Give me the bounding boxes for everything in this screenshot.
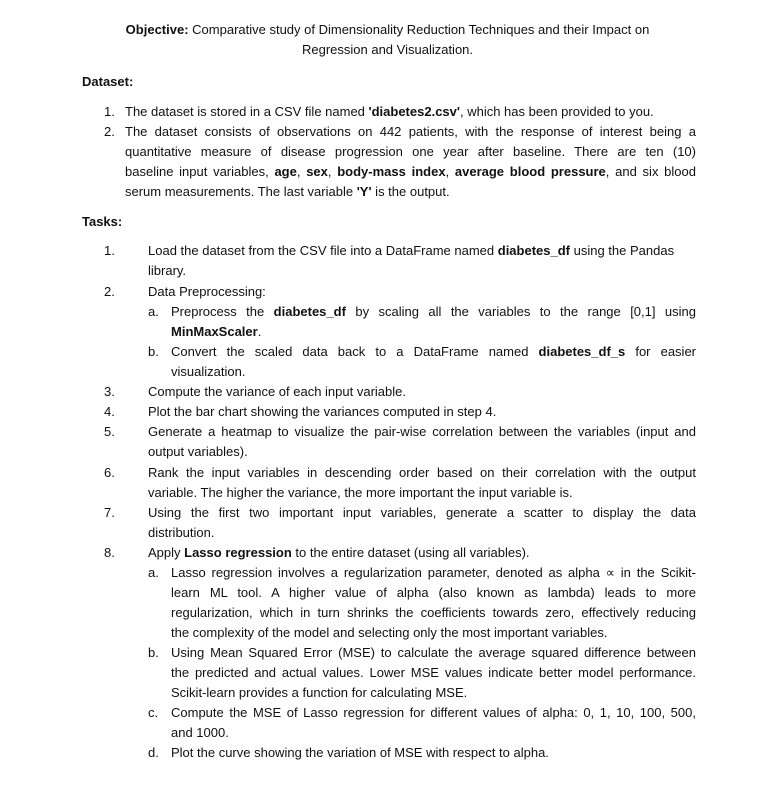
task-8a-line-1: Lasso regression involves a regularization parameter, denoted as alpha ∝ in the Scikit- (171, 565, 696, 580)
dataset-item-2-line-3: baseline input variables, age, sex, body-mass index, average blood pressure, and six blood (125, 164, 696, 179)
task-8c-line-1: Compute the MSE of Lasso regression for different values of alpha: 0, 1, 10, 100, 500, (171, 705, 696, 720)
task-7-number: 7. (104, 505, 115, 520)
task-2a-line-2: MinMaxScaler. (171, 324, 262, 339)
dataset-item-2-line-1: The dataset consists of observations on 442 patients, with the response of interest being a (125, 124, 696, 139)
task-1-number: 1. (104, 243, 115, 258)
task-8b-line-1: Using Mean Squared Error (MSE) to calculate the average squared difference between (171, 645, 696, 660)
task-1-line-2: library. (148, 263, 187, 278)
task-4-line-1: Plot the bar chart showing the variances computed in step 4. (148, 404, 497, 419)
task-8-number: 8. (104, 545, 115, 560)
task-4-number: 4. (104, 404, 115, 419)
task-2b-line-2: visualization. (171, 364, 246, 379)
dataset-item-1-number: 1. (104, 104, 115, 119)
task-5-number: 5. (104, 424, 115, 439)
task-8b-line-3: Scikit-learn provides a function for calculating MSE. (171, 685, 468, 700)
task-3-line-1: Compute the variance of each input variable. (148, 384, 406, 399)
task-8a-line-3: regularization, which in turn shrinks the coefficients towards zero, effectively reducing (171, 605, 696, 620)
task-8a-letter: a. (148, 565, 159, 580)
dataset-item-2-number: 2. (104, 124, 115, 139)
task-2a-letter: a. (148, 304, 159, 319)
task-6-line-2: variable. The higher the variance, the more important the input variable is. (148, 485, 573, 500)
objective-line-1 (0, 22, 775, 37)
task-8c-line-2: and 1000. (171, 725, 229, 740)
task-2b-line-1: Convert the scaled data back to a DataFrame named diabetes_df_s for easier (171, 344, 696, 359)
task-8b-line-2: the predicted and actual values. Lower MSE values indicate better model performance. (171, 665, 696, 680)
task-8a-line-2: learn ML tool. A higher value of alpha (also known as lambda) leads to more (171, 585, 696, 600)
task-6-number: 6. (104, 465, 115, 480)
task-8d-letter: d. (148, 745, 159, 760)
task-6-line-1: Rank the input variables in descending order based on their correlation with the output (148, 465, 696, 480)
task-3-number: 3. (104, 384, 115, 399)
task-1-line-1: Load the dataset from the CSV file into a DataFrame named diabetes_df using the Pandas (148, 243, 675, 258)
task-2a-line-1: Preprocess the diabetes_df by scaling all the variables to the range [0,1] using (171, 304, 696, 319)
dataset-heading: Dataset: (82, 74, 134, 89)
task-7-line-1: Using the first two important input variables, generate a scatter to display the data (148, 505, 696, 520)
task-5-line-2: output variables). (148, 444, 248, 459)
task-2-number: 2. (104, 284, 115, 299)
task-2b-letter: b. (148, 344, 159, 359)
task-2-line-1: Data Preprocessing: (148, 284, 266, 299)
objective-text-1: Comparative study of Dimensionality Reduction Techniques and their Impact on (192, 22, 650, 37)
task-8a-line-4: the complexity of the model and selecting only the most important variables. (171, 625, 608, 640)
dataset-filename: 'diabetes2.csv' (368, 104, 460, 119)
objective-label: Objective: (125, 22, 189, 37)
dataset-item-2-line-4: serum measurements. The last variable 'Y' is the output. (125, 184, 450, 199)
dataset-item-2-line-2: quantitative measure of disease progression one year after baseline. There are ten (10) (125, 144, 696, 159)
task-7-line-2: distribution. (148, 525, 215, 540)
task-8d-line-1: Plot the curve showing the variation of MSE with respect to alpha. (171, 745, 549, 760)
objective-line-2 (0, 42, 775, 57)
dataset-item-1: The dataset is stored in a CSV file named 'diabetes2.csv', which has been provided to you. (125, 104, 654, 119)
task-8c-letter: c. (148, 705, 159, 720)
task-8-line-1: Apply Lasso regression to the entire dataset (using all variables). (148, 545, 530, 560)
tasks-heading: Tasks: (82, 214, 123, 229)
objective-text-2: Regression and Visualization. (301, 42, 474, 57)
task-5-line-1: Generate a heatmap to visualize the pair-wise correlation between the variables (input and (148, 424, 696, 439)
task-8b-letter: b. (148, 645, 159, 660)
